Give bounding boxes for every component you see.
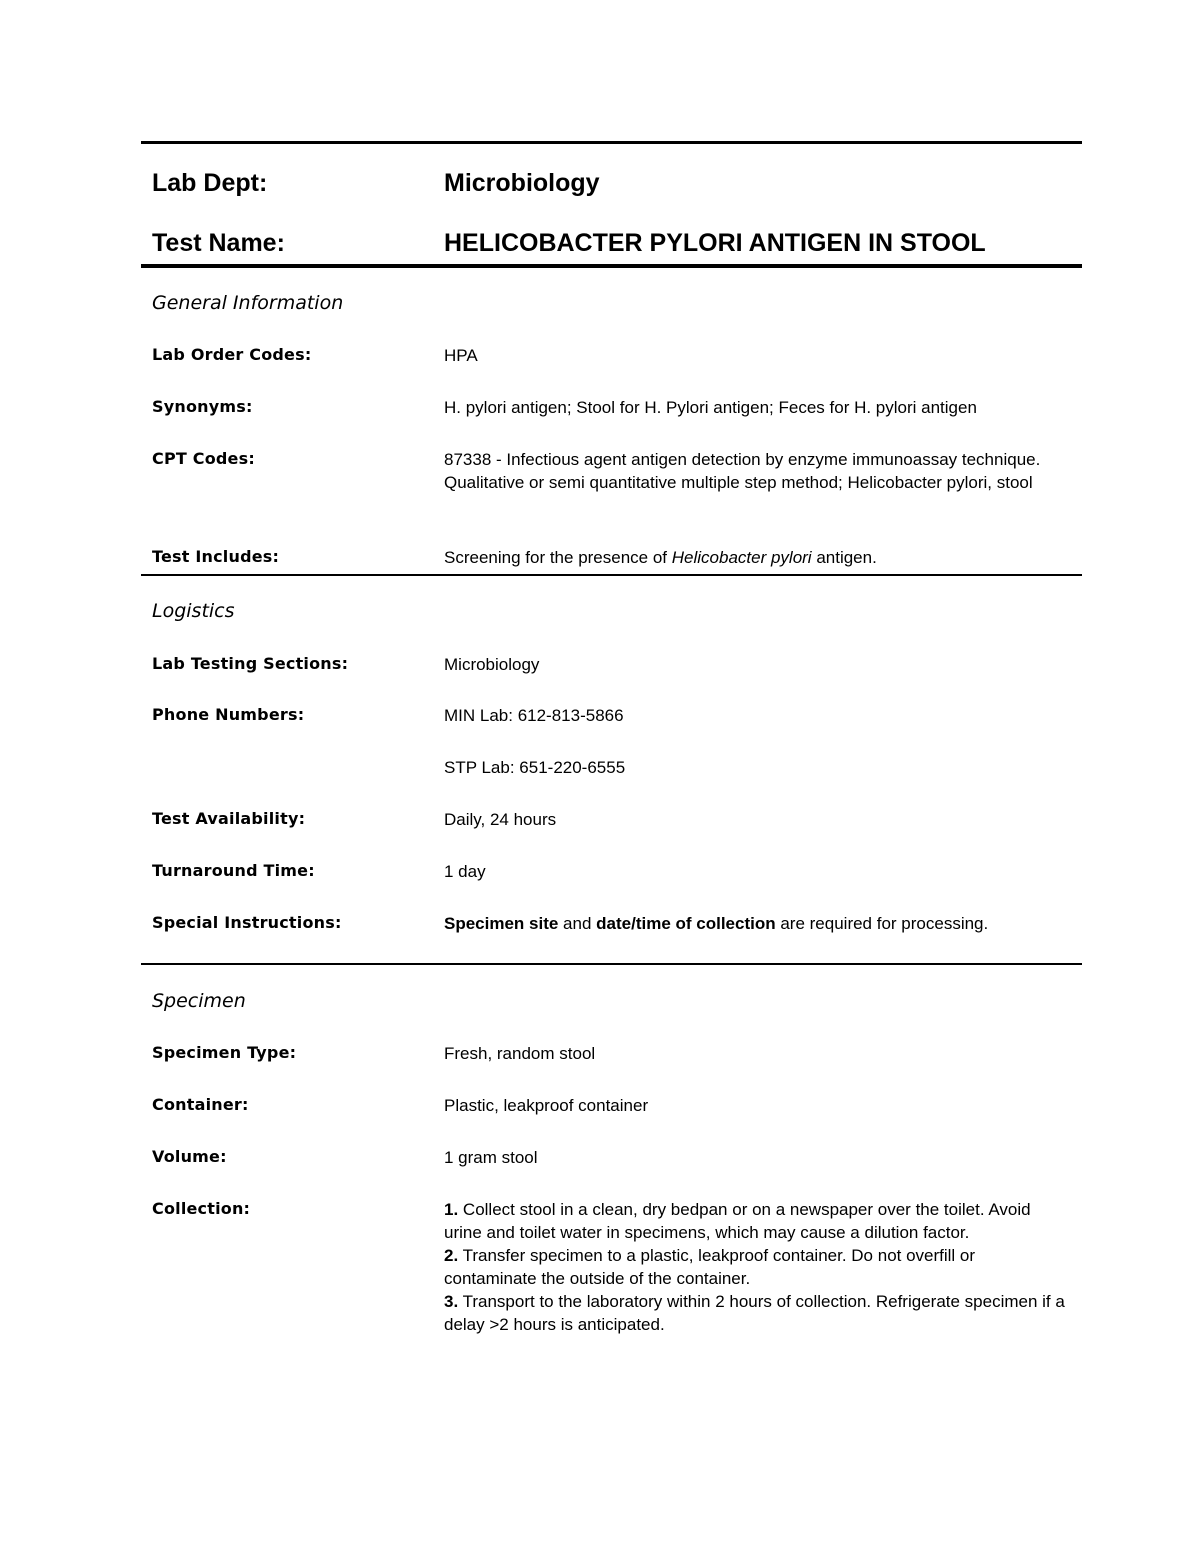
- turnaround-time-value: 1 day: [444, 862, 486, 881]
- collection-step-2: [444, 1244, 1069, 1290]
- turnaround-time-label: Turnaround Time:: [152, 861, 315, 880]
- collection-steps: [444, 1198, 1069, 1336]
- container-label: Container:: [152, 1095, 249, 1114]
- test-includes-prefix: Screening for the presence of: [444, 548, 672, 567]
- cpt-codes-value: 87338 - Infectious agent antigen detection by enzyme immunoassay technique. Qualitative or semi quantitative multiple step method; Helicobacter pylori, stool: [444, 450, 1041, 492]
- lab-dept-label: Lab Dept:: [152, 169, 268, 197]
- lab-testing-sections-label: Lab Testing Sections:: [152, 654, 349, 673]
- test-availability-label: Test Availability:: [152, 809, 306, 828]
- step-number: 1.: [444, 1200, 459, 1219]
- synonyms-value: H. pylori antigen; Stool for H. Pylori antigen; Feces for H. pylori antigen: [444, 398, 977, 417]
- specimen-type-label: Specimen Type:: [152, 1043, 297, 1062]
- phone-numbers-label: Phone Numbers:: [152, 705, 305, 724]
- test-includes-label: Test Includes:: [152, 547, 280, 566]
- special-instructions-value: [444, 912, 1004, 935]
- lab-order-codes-value: HPA: [444, 346, 478, 365]
- step-number: 3.: [444, 1292, 459, 1311]
- general-information-heading: General Information: [152, 292, 344, 314]
- step-text: Transfer specimen to a plastic, leakproof container. Do not overfill or contaminate the outside of the container.: [444, 1246, 976, 1288]
- lab-order-codes-label: Lab Order Codes:: [152, 345, 312, 364]
- logistics-heading: Logistics: [152, 600, 235, 622]
- synonyms-label: Synonyms:: [152, 397, 253, 416]
- section-rule: [141, 963, 1082, 965]
- test-name-value: HELICOBACTER PYLORI ANTIGEN IN STOOL: [444, 229, 986, 257]
- collection-step-3: [444, 1290, 1069, 1336]
- volume-value: 1 gram stool: [444, 1148, 538, 1167]
- specimen-type-value: Fresh, random stool: [444, 1044, 596, 1063]
- top-rule: [141, 141, 1082, 144]
- special-instructions-text-1: and: [558, 914, 597, 933]
- special-instructions-text-2: are required for processing.: [775, 914, 989, 933]
- test-includes-suffix: antigen.: [811, 548, 877, 567]
- stp-lab-phone: STP Lab: 651-220-6555: [444, 758, 626, 777]
- collection-step-1: [444, 1198, 1069, 1244]
- test-name-label: Test Name:: [152, 229, 285, 257]
- organism-name: Helicobacter pylori: [671, 548, 812, 567]
- specimen-heading: Specimen: [152, 990, 246, 1012]
- section-rule: [141, 574, 1082, 576]
- lab-dept-value: Microbiology: [444, 169, 600, 197]
- test-includes-value: [444, 546, 1074, 569]
- step-text: Collect stool in a clean, dry bedpan or on a newspaper over the toilet. Avoid urine and toilet water in specimens, which may cause a dilution factor.: [444, 1200, 1031, 1242]
- volume-label: Volume:: [152, 1147, 227, 1166]
- container-value: Plastic, leakproof container: [444, 1096, 649, 1115]
- min-lab-phone: MIN Lab: 612-813-5866: [444, 706, 624, 725]
- collection-label: Collection:: [152, 1199, 251, 1218]
- specimen-site-emphasis: Specimen site: [444, 914, 559, 933]
- test-availability-value: Daily, 24 hours: [444, 810, 557, 829]
- step-number: 2.: [444, 1246, 459, 1265]
- step-text: Transport to the laboratory within 2 hours of collection. Refrigerate specimen if a delay >2 hours is anticipated.: [444, 1292, 1065, 1334]
- header-rule: [141, 264, 1082, 268]
- collection-datetime-emphasis: date/time of collection: [596, 914, 776, 933]
- cpt-codes-label: CPT Codes:: [152, 449, 255, 468]
- lab-testing-sections-value: Microbiology: [444, 655, 540, 674]
- special-instructions-label: Special Instructions:: [152, 913, 342, 932]
